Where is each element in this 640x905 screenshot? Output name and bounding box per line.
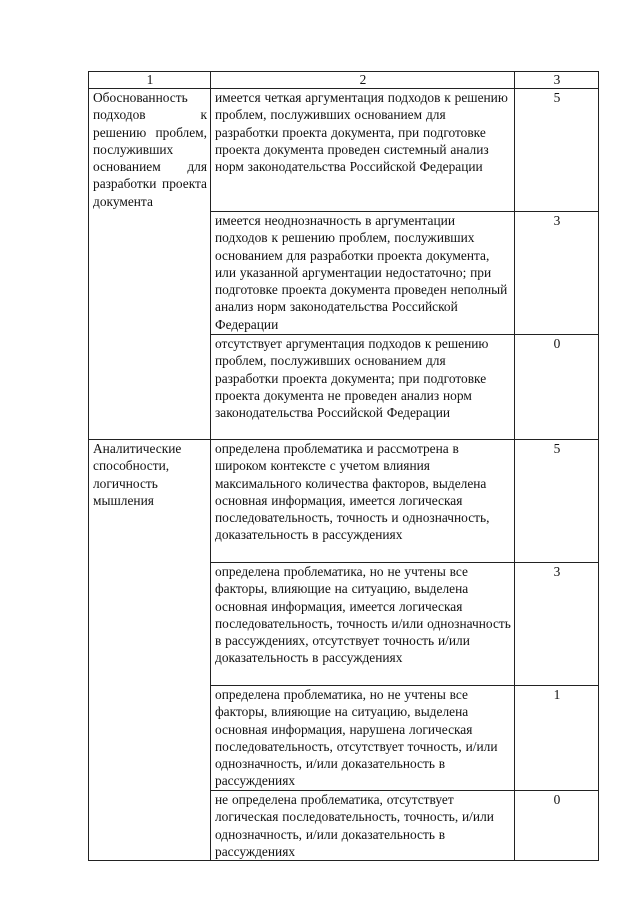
level-score: 5 [515,89,599,212]
table-row [89,89,599,212]
level-description: отсутствует аргументация подходов к решению проблем, послуживших основанием для разработки проекта документа; при подготовке проекта документа не проведен анализ норм законодательства Российской Федерации [211,335,515,440]
level-description: определена проблематика, но не учтены все факторы, влияющие на ситуацию, выделена основная информация, нарушена логическая последовательность, отсутствует точность, и/или однозначность, и/или доказательность в рассуждениях [211,686,515,791]
level-score: 0 [515,791,599,861]
column-number-2: 2 [211,72,515,89]
level-score: 5 [515,440,599,563]
criterion-name: Аналитические способности, логичность мышления [89,440,211,861]
criterion-name: Обоснованность подходов к решению проблем, послуживших основанием для разработки проекта документа [89,89,211,440]
level-score: 3 [515,563,599,686]
level-score: 1 [515,686,599,791]
table-row [89,440,599,563]
column-number-1: 1 [89,72,211,89]
column-number-3: 3 [515,72,599,89]
level-description: определена проблематика, но не учтены все факторы, влияющие на ситуацию, выделена основная информация, имеется логическая последовательность, точность и/или однозначность в рассуждениях, отсутствует точность и/или доказательность в рассуждениях [211,563,515,686]
level-score: 3 [515,212,599,335]
level-description: имеется четкая аргументация подходов к решению проблем, послуживших основанием для разработки проекта документа, при подготовке проекта документа проведен системный анализ норм законодательства Российской Федерации [211,89,515,212]
level-description: имеется неоднозначность в аргументации подходов к решению проблем, послуживших основанием для разработки проекта документа, или указанной аргументации недостаточно; при подготовке проекта документа проведен неполный анализ норм законодательства Российской Федерации [211,212,515,335]
level-description: определена проблематика и рассмотрена в широком контексте с учетом влияния максимального количества факторов, выделена основная информация, имеется логическая последовательность, точность и однозначность, доказательность в рассуждениях [211,440,515,563]
evaluation-table [88,71,599,861]
level-score: 0 [515,335,599,440]
table-header-row [89,72,599,89]
level-description: не определена проблематика, отсутствует логическая последовательность, точность, и/или однозначность, и/или доказательность в рассуждениях [211,791,515,861]
